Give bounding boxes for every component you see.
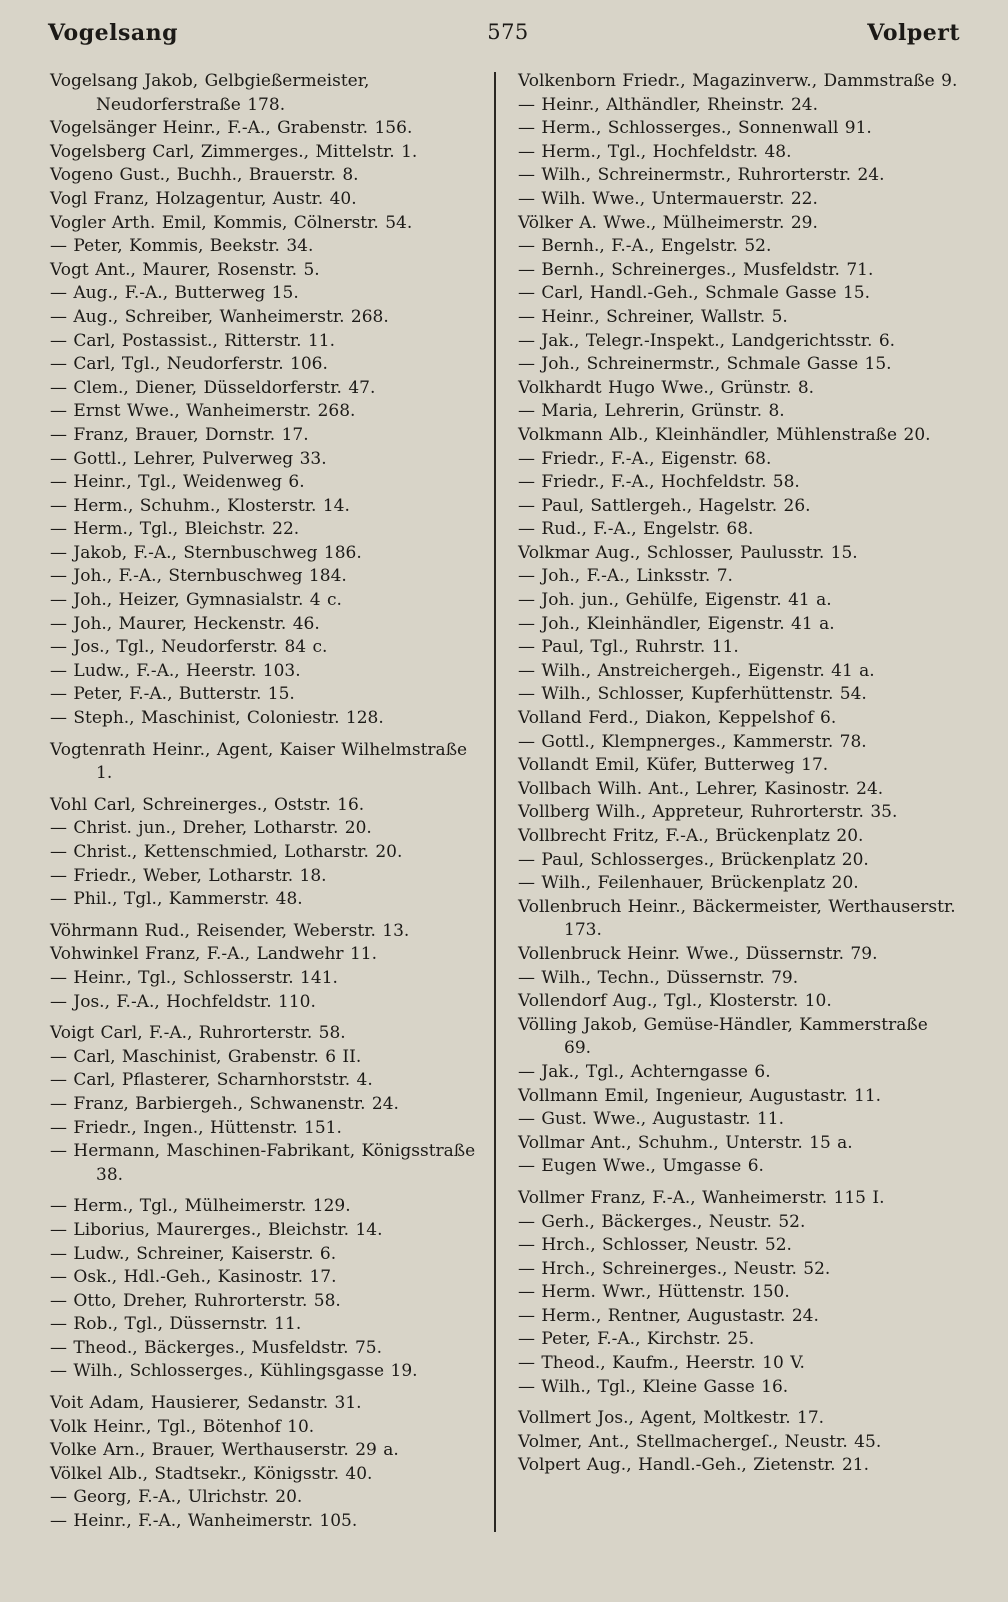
directory-entry: Vollenbruch Heinr., Bäckermeister, Werthauserstr. 173. xyxy=(518,896,956,941)
directory-entry: — Joh., Schreinermstr., Schmale Gasse 15. xyxy=(518,354,892,375)
directory-entry: — Herm., Schlosserges., Sonnenwall 91. xyxy=(518,118,872,139)
directory-entry: — Osk., Hdl.-Geh., Kasinostr. 17. xyxy=(50,1267,337,1288)
directory-entry: — Herm., Schuhm., Klosterstr. 14. xyxy=(50,495,350,516)
directory-entry: — Theod., Bäckerges., Musfeldstr. 75. xyxy=(50,1337,383,1358)
directory-entry: — Jos., Tgl., Neudorferstr. 84 c. xyxy=(50,637,328,658)
directory-entry: — Bernh., Schreinerges., Musfeldstr. 71. xyxy=(518,259,874,280)
directory-entry: Vollmann Emil, Ingenieur, Augustastr. 11. xyxy=(518,1085,882,1106)
directory-entry: Vogelsänger Heinr., F.-A., Grabenstr. 156. xyxy=(50,118,413,139)
directory-entry: — Ludw., F.-A., Heerstr. 103. xyxy=(50,660,301,681)
directory-entry: Vogelsberg Carl, Zimmerges., Mittelstr. 1. xyxy=(50,141,418,162)
directory-entry: — Georg, F.-A., Ulrichstr. 20. xyxy=(50,1487,303,1508)
page-header xyxy=(48,20,968,52)
directory-entry: Vohl Carl, Schreinerges., Oststr. 16. xyxy=(50,794,365,815)
directory-entry: — Liborius, Maurerges., Bleichstr. 14. xyxy=(50,1219,383,1240)
directory-entry: — Wilh., Schreinermstr., Ruhrorterstr. 24. xyxy=(518,165,885,186)
directory-entry: — Herm. Wwr., Hüttenstr. 150. xyxy=(518,1282,790,1303)
directory-entry: Vollendorf Aug., Tgl., Klosterstr. 10. xyxy=(518,991,832,1012)
directory-entry: — Theod., Kaufm., Heerstr. 10 V. xyxy=(518,1353,805,1374)
directory-entry: — Christ., Kettenschmied, Lotharstr. 20. xyxy=(50,842,403,862)
directory-entry: — Carl, Maschinist, Grabenstr. 6 II. xyxy=(50,1046,362,1067)
directory-entry: — Paul, Tgl., Ruhrstr. 11. xyxy=(518,637,739,658)
directory-entry: Vohwinkel Franz, F.-A., Landwehr 11. xyxy=(50,944,377,965)
directory-entry: — Wilh., Tgl., Kleine Gasse 16. xyxy=(518,1376,789,1397)
directory-entry: — Aug., F.-A., Butterweg 15. xyxy=(50,283,299,304)
directory-entry: — Hermann, Maschinen-Fabrikant, Königsstraße 38. xyxy=(50,1141,476,1185)
directory-entry: — Gust. Wwe., Augustastr. 11. xyxy=(518,1109,784,1130)
directory-entry: Volk Heinr., Tgl., Bötenhof 10. xyxy=(50,1416,315,1437)
directory-entry: — Joh., Maurer, Heckenstr. 46. xyxy=(50,613,320,634)
directory-entry: Vollbrecht Fritz, F.-A., Brückenplatz 20. xyxy=(518,826,864,846)
header-right-keyword: Volpert xyxy=(867,20,960,46)
directory-entry: — Jak., Tgl., Achterngasse 6. xyxy=(518,1061,771,1082)
directory-entry: Völkel Alb., Stadtsekr., Königsstr. 40. xyxy=(50,1463,373,1484)
directory-entry: — Jakob, F.-A., Sternbuschweg 186. xyxy=(50,542,362,563)
directory-entry: — Franz, Barbiergeh., Schwanenstr. 24. xyxy=(50,1093,399,1114)
directory-entry: — Wilh. Wwe., Untermauerstr. 22. xyxy=(518,188,818,209)
directory-entry: Vollenbruck Heinr. Wwe., Düssernstr. 79. xyxy=(518,943,878,964)
right-column xyxy=(518,70,958,1478)
directory-entry: — Joh., Heizer, Gymnasialstr. 4 c. xyxy=(50,590,342,611)
directory-entry: — Otto, Dreher, Ruhrorterstr. 58. xyxy=(50,1290,341,1311)
directory-entry: — Gottl., Klempnerges., Kammerstr. 78. xyxy=(518,731,867,752)
directory-entry: — Franz, Brauer, Dornstr. 17. xyxy=(50,424,309,445)
directory-entry: Völker A. Wwe., Mülheimerstr. 29. xyxy=(518,212,818,233)
directory-entry: — Heinr., Althändler, Rheinstr. 24. xyxy=(518,94,819,115)
directory-entry: — Friedr., Ingen., Hüttenstr. 151. xyxy=(50,1117,342,1138)
directory-entry: Vollandt Emil, Küfer, Butterweg 17. xyxy=(518,755,829,776)
directory-entry: — Peter, F.-A., Butterstr. 15. xyxy=(50,684,295,705)
directory-entry: — Joh. jun., Gehülfe, Eigenstr. 41 a. xyxy=(518,590,832,611)
directory-entry: — Aug., Schreiber, Wanheimerstr. 268. xyxy=(50,306,389,327)
directory-entry: Volland Ferd., Diakon, Keppelshof 6. xyxy=(518,708,837,729)
directory-entry: Vogtenrath Heinr., Agent, Kaiser Wilhelmstraße 1. xyxy=(50,739,468,784)
directory-entry: — Rob., Tgl., Düssernstr. 11. xyxy=(50,1314,302,1335)
directory-entry: — Carl, Handl.-Geh., Schmale Gasse 15. xyxy=(518,283,871,304)
directory-entry: — Hrch., Schlosser, Neustr. 52. xyxy=(518,1235,792,1256)
directory-entry: — Clem., Diener, Düsseldorferstr. 47. xyxy=(50,377,376,398)
directory-entry: Volke Arn., Brauer, Werthauserstr. 29 a. xyxy=(50,1440,399,1461)
directory-entry: Vogler Arth. Emil, Kommis, Cölnerstr. 54. xyxy=(50,212,413,233)
directory-entry: Völling Jakob, Gemüse-Händler, Kammerstraße 69. xyxy=(518,1014,928,1059)
directory-entry: — Friedr., F.-A., Eigenstr. 68. xyxy=(518,448,772,469)
directory-entry: — Jos., F.-A., Hochfeldstr. 110. xyxy=(50,991,316,1012)
directory-entry: — Ernst Wwe., Wanheimerstr. 268. xyxy=(50,401,356,422)
directory-entry: Voit Adam, Hausierer, Sedanstr. 31. xyxy=(50,1393,362,1414)
directory-entry: — Heinr., Tgl., Schlosserstr. 141. xyxy=(50,967,338,988)
directory-entry: — Herm., Tgl., Hochfeldstr. 48. xyxy=(518,141,792,162)
directory-entry: — Joh., F.-A., Linksstr. 7. xyxy=(518,566,733,587)
directory-entry: — Wilh., Schlosserges., Kühlingsgasse 19. xyxy=(50,1361,418,1382)
directory-entry: — Paul, Schlosserges., Brückenplatz 20. xyxy=(518,849,869,870)
directory-entry: — Joh., Kleinhändler, Eigenstr. 41 a. xyxy=(518,613,835,634)
directory-entry: Volmer, Ant., Stellmachergeſ., Neustr. 45. xyxy=(518,1431,882,1452)
directory-entry: — Wilh., Schlosser, Kupferhüttenstr. 54. xyxy=(518,684,867,705)
directory-entry: — Friedr., Weber, Lotharstr. 18. xyxy=(50,865,327,886)
directory-entry: Volkhardt Hugo Wwe., Grünstr. 8. xyxy=(518,377,815,398)
directory-entry: — Heinr., Tgl., Weidenweg 6. xyxy=(50,472,305,493)
directory-entry: — Phil., Tgl., Kammerstr. 48. xyxy=(50,889,303,910)
directory-entry: — Bernh., F.-A., Engelstr. 52. xyxy=(518,236,772,257)
page-number: 575 xyxy=(487,20,529,44)
directory-entry: Vogl Franz, Holzagentur, Austr. 40. xyxy=(50,188,357,209)
directory-entry: Voigt Carl, F.-A., Ruhrorterstr. 58. xyxy=(50,1023,346,1044)
directory-entry: — Carl, Pflasterer, Scharnhorststr. 4. xyxy=(50,1070,373,1091)
directory-entry: — Wilh., Feilenhauer, Brückenplatz 20. xyxy=(518,873,859,894)
directory-entry: — Heinr., Schreiner, Wallstr. 5. xyxy=(518,306,788,327)
directory-entry: Vogt Ant., Maurer, Rosenstr. 5. xyxy=(50,259,320,280)
directory-entry: — Heinr., F.-A., Wanheimerstr. 105. xyxy=(50,1511,358,1532)
directory-entry: Volpert Aug., Handl.-Geh., Zietenstr. 21. xyxy=(518,1455,869,1476)
directory-entry: — Steph., Maschinist, Coloniestr. 128. xyxy=(50,708,384,729)
column-divider xyxy=(494,72,496,1532)
directory-entry: — Herm., Tgl., Bleichstr. 22. xyxy=(50,519,300,540)
directory-entry: Vollmar Ant., Schuhm., Unterstr. 15 a. xyxy=(518,1132,853,1153)
directory-entry: — Friedr., F.-A., Hochfeldstr. 58. xyxy=(518,472,800,493)
directory-entry: — Ludw., Schreiner, Kaiserstr. 6. xyxy=(50,1243,337,1264)
directory-entry: Vollbach Wilh. Ant., Lehrer, Kasinostr. 24. xyxy=(518,778,884,799)
header-left-keyword: Vogelsang xyxy=(48,20,178,46)
directory-entry: — Christ. jun., Dreher, Lotharstr. 20. xyxy=(50,818,372,839)
directory-entry: — Maria, Lehrerin, Grünstr. 8. xyxy=(518,401,785,422)
directory-entry: Volkmar Aug., Schlosser, Paulusstr. 15. xyxy=(518,542,858,563)
directory-entry: — Wilh., Techn., Düssernstr. 79. xyxy=(518,967,799,988)
directory-entry: — Eugen Wwe., Umgasse 6. xyxy=(518,1156,764,1177)
directory-entry: — Peter, Kommis, Beekstr. 34. xyxy=(50,236,314,257)
directory-entry: Vollberg Wilh., Appreteur, Ruhrorterstr. 35. xyxy=(518,802,898,823)
directory-entry: — Herm., Tgl., Mülheimerstr. 129. xyxy=(50,1196,351,1217)
directory-entry: Vöhrmann Rud., Reisender, Weberstr. 13. xyxy=(50,920,410,941)
directory-entry: — Herm., Rentner, Augustastr. 24. xyxy=(518,1305,819,1326)
directory-entry: — Hrch., Schreinerges., Neustr. 52. xyxy=(518,1258,831,1279)
directory-entry: Vollmert Jos., Agent, Moltkestr. 17. xyxy=(518,1408,825,1429)
left-column xyxy=(50,70,478,1534)
directory-entry: Volkmann Alb., Kleinhändler, Mühlenstraße 20. xyxy=(518,424,931,445)
directory-entry: — Carl, Postassist., Ritterstr. 11. xyxy=(50,330,335,351)
directory-entry: — Joh., F.-A., Sternbuschweg 184. xyxy=(50,566,347,587)
directory-entry: Vogeno Gust., Buchh., Brauerstr. 8. xyxy=(50,165,359,186)
directory-entry: Volkenborn Friedr., Magazinverw., Dammstraße 9. xyxy=(518,71,958,91)
directory-entry: — Paul, Sattlergeh., Hagelstr. 26. xyxy=(518,495,811,516)
directory-entry: — Jak., Telegr.-Inspekt., Landgerichtsstr. 6. xyxy=(518,330,896,351)
directory-entry: — Gerh., Bäckerges., Neustr. 52. xyxy=(518,1211,806,1232)
directory-entry: — Carl, Tgl., Neudorferstr. 106. xyxy=(50,354,328,375)
directory-entry: — Peter, F.-A., Kirchstr. 25. xyxy=(518,1329,755,1350)
directory-entry: Vollmer Franz, F.-A., Wanheimerstr. 115 I. xyxy=(518,1187,885,1208)
directory-entry: Vogelsang Jakob, Gelbgießermeister, Neudorferstraße 178. xyxy=(50,71,370,115)
directory-entry: — Rud., F.-A., Engelstr. 68. xyxy=(518,519,754,540)
directory-entry: — Gottl., Lehrer, Pulverweg 33. xyxy=(50,448,327,469)
directory-entry: — Wilh., Anstreichergeh., Eigenstr. 41 a. xyxy=(518,660,875,681)
